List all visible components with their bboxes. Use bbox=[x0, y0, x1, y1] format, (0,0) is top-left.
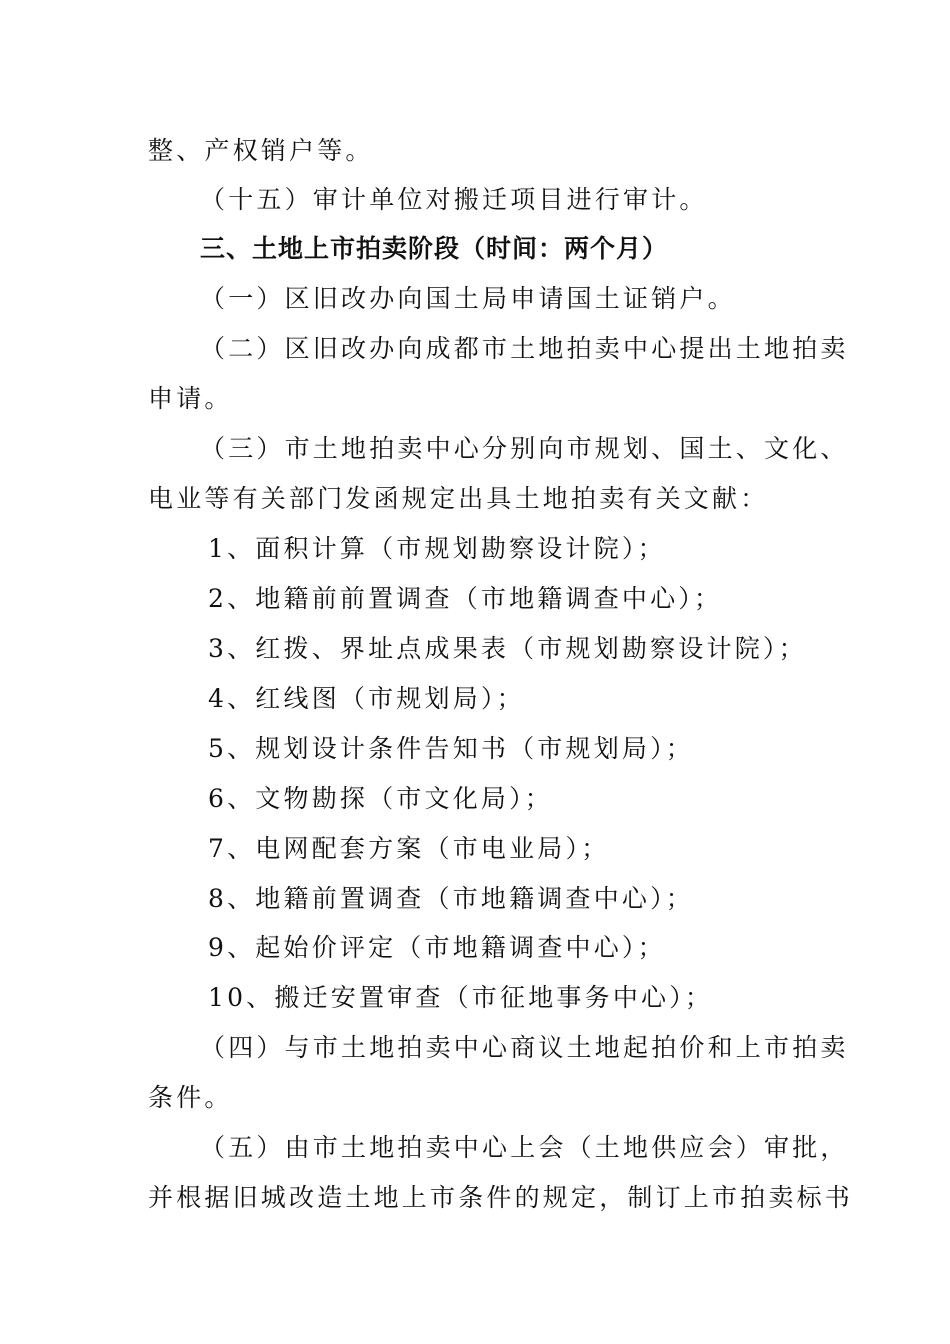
list-item-2: 2、地籍前前置调查（市地籍调查中心）； bbox=[208, 584, 723, 613]
paragraph-4: （四）与市土地拍卖中心商议土地起拍价和上市拍卖 bbox=[200, 1033, 849, 1062]
text-line-continuation: 整、产权销户等。 bbox=[148, 136, 374, 165]
list-item-9: 9、起始价评定（市地籍调查中心）； bbox=[208, 933, 666, 962]
paragraph-3-cont: 电业等有关部门发函规定出具土地拍卖有关文献： bbox=[148, 484, 769, 513]
paragraph-5: （五）由市土地拍卖中心上会（土地供应会）审批， bbox=[200, 1133, 849, 1162]
list-item-8: 8、地籍前置调查（市地籍调查中心）； bbox=[208, 884, 695, 913]
section-heading: 三、土地上市拍卖阶段（时间：两个月） bbox=[200, 234, 669, 263]
paragraph-5-cont: 并根据旧城改造土地上市条件的规定，制订上市拍卖标书 bbox=[148, 1183, 854, 1212]
list-item-7: 7、电网配套方案（市电业局）； bbox=[208, 834, 610, 863]
list-item-6: 6、文物勘探（市文化局）； bbox=[208, 784, 554, 813]
paragraph-1: （一）区旧改办向国土局申请国土证销户。 bbox=[200, 284, 736, 313]
paragraph-3: （三）市土地拍卖中心分别向市规划、国土、文化、 bbox=[200, 434, 849, 463]
list-item-10: 10、搬迁安置审查（市征地事务中心）； bbox=[208, 983, 714, 1012]
list-item-4: 4、红线图（市规划局）； bbox=[208, 684, 525, 713]
paragraph-2-cont: 申请。 bbox=[148, 384, 233, 413]
list-item-5: 5、规划设计条件告知书（市规划局）； bbox=[208, 734, 695, 763]
paragraph-4-cont: 条件。 bbox=[148, 1083, 233, 1112]
list-item-3: 3、红拨、界址点成果表（市规划勘察设计院）； bbox=[208, 634, 807, 663]
list-item-1: 1、面积计算（市规划勘察设计院）； bbox=[208, 534, 666, 563]
paragraph-15: （十五）审计单位对搬迁项目进行审计。 bbox=[200, 185, 708, 214]
paragraph-2: （二）区旧改办向成都市土地拍卖中心提出土地拍卖 bbox=[200, 334, 849, 363]
